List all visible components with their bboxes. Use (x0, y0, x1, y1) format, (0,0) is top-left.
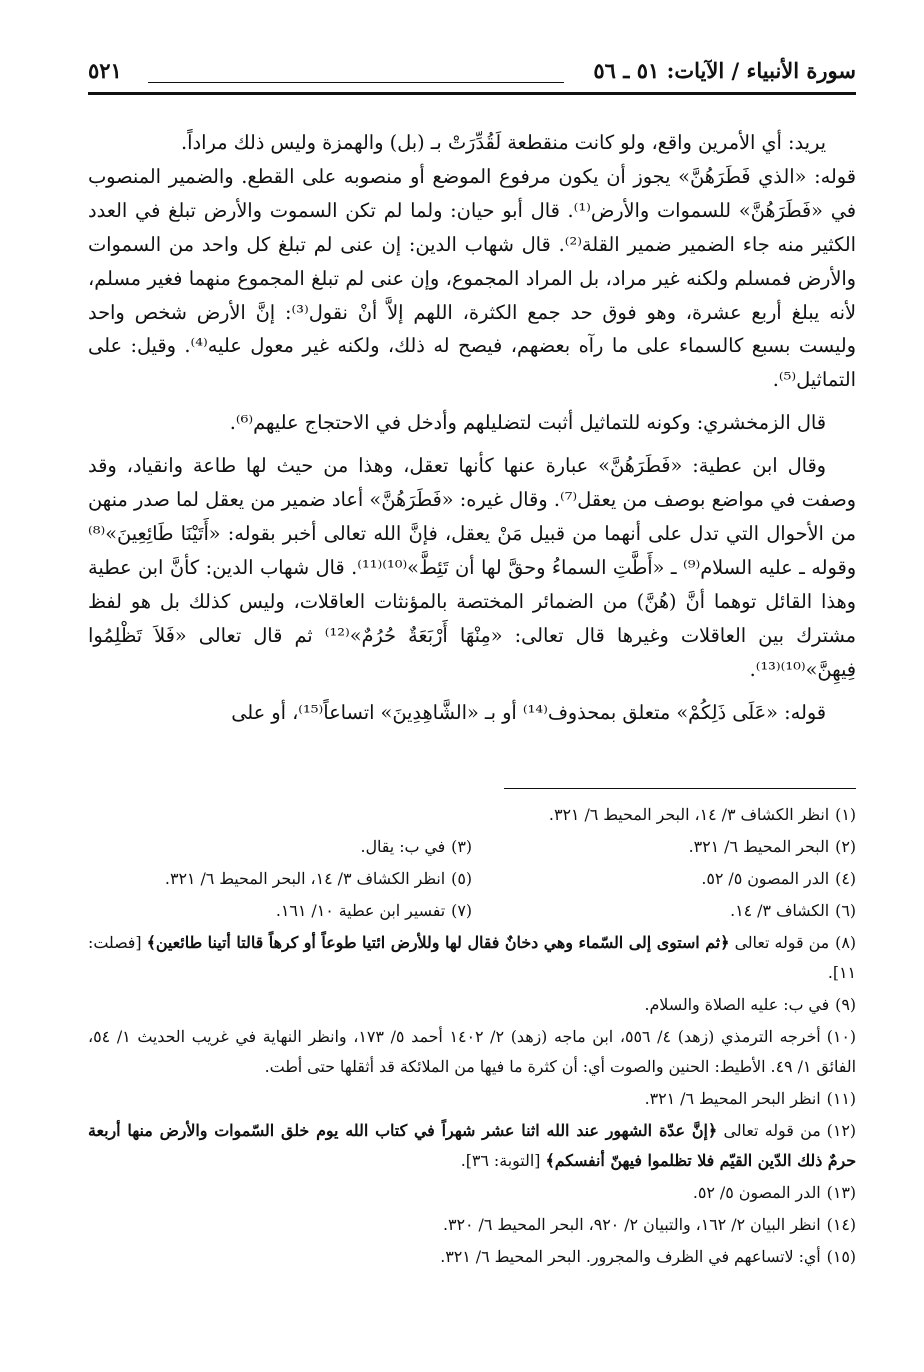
footnote-text: انظر الكشاف ٣/ ١٤، البحر المحيط ٦/ ٣٢١. (548, 805, 830, 824)
main-text (88, 126, 856, 729)
footnote-number: (٨) (835, 933, 856, 952)
footnote-reference: [التوبة: ٣٦]. (460, 1151, 541, 1170)
footnote-number: (١٤) (826, 1215, 856, 1234)
footnote-separator (504, 788, 856, 789)
footnote (88, 990, 856, 1020)
footnote-number: (١٣) (826, 1183, 856, 1202)
footnote (88, 1116, 856, 1176)
footnote-text: في ب: يقال. (360, 837, 446, 856)
footnote-row (88, 832, 856, 862)
footnote (88, 1242, 856, 1272)
footnote-number: (٧) (451, 901, 472, 920)
footnote-text: من قوله تعالى (734, 933, 830, 952)
footnote-text: في ب: عليه الصلاة والسلام. (644, 995, 830, 1014)
footnote-number: (١١) (826, 1089, 856, 1108)
footnote-number: (١٠) (826, 1027, 857, 1046)
footnote (88, 1210, 856, 1240)
body-paragraph: قوله: «الذي فَطَرَهُنَّ» يجوز أن يكون مرفوع الموضع أو منصوبه على القطع. والضمير المنصوب في «فَطَرَهُنَّ» للسموات والأرض⁽¹⁾. قال أبو حيان: ولما لم تكن السموت والأرض تبلغ في العدد الكثير منه جاء الضمير ضمير القلة⁽²⁾. قال شهاب الدين: إن عنى لم تبلغ كل واحد من السموات والأرض فمسلم ولكنه غير مراد، بل المراد المجموع، وإن عنى لم تبلغ المجموع منهما فغير مسلم، لأنه يبلغ أربع عشرة، وهو فوق حد جمع الكثرة، اللهم إلاَّ أنْ نقول⁽³⁾: إنَّ الأرض شخص واحد وليست بسبع كالسماء على ما رآه بعضهم، فيصح له ذلك، ولكنه غير معول عليه⁽⁴⁾. وقيل: على التماثيل⁽⁵⁾. (88, 164, 857, 392)
body-paragraph: قال الزمخشري: وكونه للتماثيل أثبت لتضليلهم وأدخل في الاحتجاج عليهم⁽⁶⁾. (229, 411, 826, 435)
footnote-text: الدر المصون ٥/ ٥٢. (692, 1183, 821, 1202)
body-paragraph: يريد: أي الأمرين واقع، ولو كانت منقطعة لَقُدِّرَتْ بـ (بل) والهمزة وليس ذلك مراداً. (181, 131, 826, 154)
header-dash-line (148, 82, 564, 83)
quran-quote: ﴿إنَّ عدّة الشهور عند الله اثنا عشر شهراً في كتاب الله يوم خلق السّموات والأرض منها أربعة حرمٌ ذلك الدّين القيّم فلا تظلموا فيهنّ أنفسكم﴾ (88, 1121, 856, 1170)
footnote-number: (١٢) (826, 1121, 856, 1140)
body-paragraph: وقال ابن عطية: «فَطَرَهُنَّ» عبارة عنها كأنها تعقل، وهذا من حيث لها طاعة وانقياد، وقد وصفت في مواضع بوصف من يعقل⁽⁷⁾. وقال غيره: «فَطَرَهُنَّ» أعاد ضمير من يعقل لما صدر منهن من الأحوال التي تدل على أنهما من قبيل مَنْ يعقل، فإنَّ الله تعالى أخبر بقوله: «أَتَيْنَا طَائِعِينَ»⁽⁸⁾ وقوله ـ عليه السلام⁽⁹⁾ ـ «أَطَّتِ السماءُ وحقَّ لها أن تَئِطَّ»⁽¹⁰⁾⁽¹¹⁾. قال شهاب الدين: كأنَّ ابن عطية وهذا القائل توهما أنَّ (هُنَّ) من الضمائر المختصة بالمؤنثات العاقلات، وليس كذلك بل هو لفظ مشترك بين العاقلات وغيرها قال تعالى: «مِنْهَا أَرْبَعَةٌ حُرُمٌ»⁽¹²⁾ ثم قال تعالى «فَلاَ تَظْلِمُوا فِيهِنَّ»⁽¹⁰⁾⁽¹³⁾. (88, 454, 857, 681)
footnote-number: (١) (835, 805, 856, 824)
footnote (88, 1178, 856, 1208)
footnote-text: الكشاف ٣/ ١٤. (730, 901, 830, 920)
footnote-text: البحر المحيط ٦/ ٣٢١. (688, 837, 830, 856)
footnote-text: انظر البيان ٢/ ١٦٢، والتبيان ٢/ ٩٢٠، البحر المحيط ٦/ ٣٢٠. (443, 1215, 821, 1234)
footnote-number: (٥) (451, 869, 472, 888)
footnote-row (88, 896, 856, 926)
footnote-number: (٤) (835, 869, 856, 888)
footnote-reference: [فصلت: ١١]. (88, 933, 856, 982)
footnote-number: (٩) (835, 995, 856, 1014)
footnotes (88, 800, 856, 1274)
footnote-text: انظر الكشاف ٣/ ١٤، البحر المحيط ٦/ ٣٢١. (164, 869, 446, 888)
body-paragraph: قوله: «عَلَى ذَلِكُمْ» متعلق بمحذوف⁽¹⁴⁾ أو بـ «الشَّاهِدِينَ» اتساعاً⁽¹⁵⁾، أو على (231, 700, 826, 724)
footnote-text: الدر المصون ٥/ ٥٢. (701, 869, 830, 888)
footnote-text: أي: لاتساعهم في الظرف والمجرور. البحر المحيط ٦/ ٣٢١. (440, 1247, 821, 1266)
footnote-number: (٣) (451, 837, 472, 856)
running-header (88, 56, 856, 96)
header-rule (88, 92, 856, 95)
footnote-text: انظر البحر المحيط ٦/ ٣٢١. (644, 1089, 821, 1108)
footnote (88, 1022, 856, 1082)
quran-quote: ﴿ثم استوى إلى السّماء وهي دخانٌ فقال لها وللأرض ائتيا طوعاً أو كرهاً قالتا أتينا طائعين﴾ (146, 933, 730, 952)
footnote (88, 1084, 856, 1114)
footnote (88, 800, 856, 830)
page-number: ٥٢١ (88, 58, 122, 83)
footnote-text: من قوله تعالى (723, 1121, 821, 1140)
footnote-row (88, 864, 856, 894)
footnote-number: (٢) (835, 837, 856, 856)
footnote-text: أخرجه الترمذي (زهد) ٤/ ٥٥٦، ابن ماجه (زهد) ٢/ ١٤٠٢ أحمد ٥/ ١٧٣، وانظر النهاية في غريب الحديث ١/ ٥٤، الفائق ١/ ٤٩. الأطيط: الحنين والصوت أي: أن كثرة ما فيها من الملائكة قد أثقلها حتى أطت. (88, 1027, 856, 1076)
footnote-text: تفسير ابن عطية ١٠/ ١٦١. (275, 901, 446, 920)
footnote-number: (١٥) (826, 1247, 856, 1266)
footnote-number: (٦) (835, 901, 856, 920)
surah-title: سورة الأنبياء / الآيات: ٥١ ـ ٥٦ (593, 58, 856, 83)
footnote (88, 928, 856, 988)
